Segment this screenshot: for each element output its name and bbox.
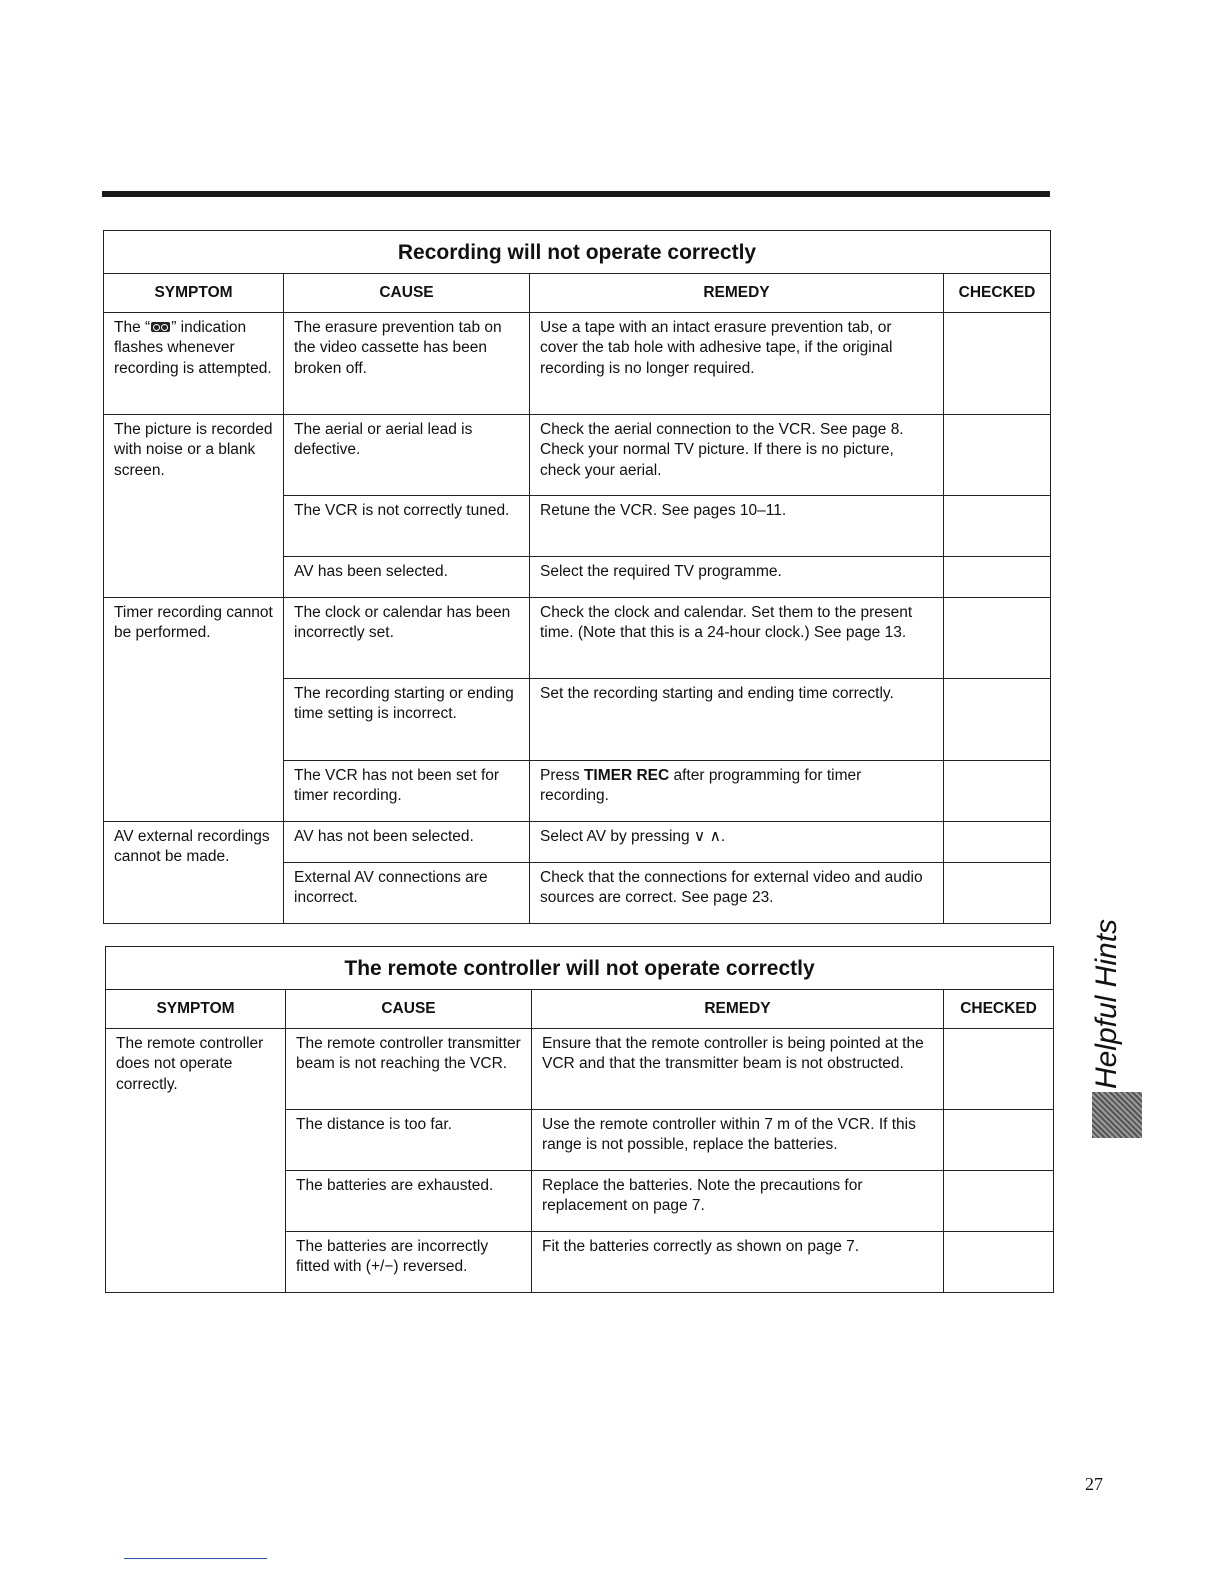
remedy-cell: Retune the VCR. See pages 10–11. xyxy=(530,495,944,556)
cause-cell: The VCR is not correctly tuned. xyxy=(284,495,530,556)
checked-cell[interactable] xyxy=(944,597,1051,678)
remedy-cell: Ensure that the remote controller is being pointed at the VCR and that the transmitter beam is not obstructed. xyxy=(532,1028,944,1109)
checked-header: CHECKED xyxy=(944,990,1054,1029)
cause-header: CAUSE xyxy=(284,274,530,313)
table-row xyxy=(104,312,1051,414)
cause-cell: The erasure prevention tab on the video cassette has been broken off. xyxy=(284,312,530,414)
side-tab xyxy=(1067,912,1147,1097)
section-title: The remote controller will not operate correctly xyxy=(106,947,1054,990)
symptom-cell: AV external recordings cannot be made. xyxy=(104,821,284,923)
symptom-header: SYMPTOM xyxy=(104,274,284,313)
remedy-cell: Check the aerial connection to the VCR. See page 8. Check your normal TV picture. If there is no picture, check your aerial. xyxy=(530,414,944,495)
checked-cell[interactable] xyxy=(944,1170,1054,1231)
cause-cell: The VCR has not been set for timer recording. xyxy=(284,760,530,821)
remedy-header: REMEDY xyxy=(530,274,944,313)
cause-cell: The aerial or aerial lead is defective. xyxy=(284,414,530,495)
symptom-header: SYMPTOM xyxy=(106,990,286,1029)
cause-cell: The batteries are incorrectly fitted with (+/−) reversed. xyxy=(286,1231,532,1292)
checked-cell[interactable] xyxy=(944,678,1051,760)
header-row xyxy=(104,274,1051,313)
side-label: Helpful Hints xyxy=(1090,918,1123,1090)
remedy-cell: Use a tape with an intact erasure prevention tab, or cover the tab hole with adhesive tape, if the original recording is no longer required. xyxy=(530,312,944,414)
recording-troubleshooting-table xyxy=(103,230,1051,924)
remedy-header: REMEDY xyxy=(532,990,944,1029)
cause-cell: External AV connections are incorrect. xyxy=(284,862,530,923)
remedy-cell: Set the recording starting and ending time correctly. xyxy=(530,678,944,760)
checked-cell[interactable] xyxy=(944,1028,1054,1109)
remedy-cell: Press TIMER REC after programming for timer recording. xyxy=(530,760,944,821)
cause-cell: The recording starting or ending time setting is incorrect. xyxy=(284,678,530,760)
table-row xyxy=(106,1028,1054,1109)
table-row xyxy=(104,821,1051,862)
bottom-rule xyxy=(124,1558,267,1559)
checked-cell[interactable] xyxy=(944,414,1051,495)
cause-cell: The batteries are exhausted. xyxy=(286,1170,532,1231)
remedy-cell: Check the clock and calendar. Set them to the present time. (Note that this is a 24-hour clock.) See page 13. xyxy=(530,597,944,678)
table-title-row xyxy=(104,231,1051,274)
cause-cell: The distance is too far. xyxy=(286,1109,532,1170)
remedy-cell: Replace the batteries. Note the precautions for replacement on page 7. xyxy=(532,1170,944,1231)
remedy-cell: Check that the connections for external video and audio sources are correct. See page 23. xyxy=(530,862,944,923)
checked-cell[interactable] xyxy=(944,760,1051,821)
cause-cell: AV has been selected. xyxy=(284,556,530,597)
checked-cell[interactable] xyxy=(944,312,1051,414)
checked-cell[interactable] xyxy=(944,1109,1054,1170)
tape-icon xyxy=(151,322,170,332)
header-row xyxy=(106,990,1054,1029)
cause-cell: The remote controller transmitter beam is not reaching the VCR. xyxy=(286,1028,532,1109)
top-rule xyxy=(102,191,1050,197)
checked-cell[interactable] xyxy=(944,556,1051,597)
checked-cell[interactable] xyxy=(944,495,1051,556)
table-title-row xyxy=(106,947,1054,990)
section-title: Recording will not operate correctly xyxy=(104,231,1051,274)
cause-cell: The clock or calendar has been incorrectly set. xyxy=(284,597,530,678)
remote-controller-troubleshooting-table xyxy=(105,946,1054,1293)
checked-cell[interactable] xyxy=(944,821,1051,862)
remedy-cell: Use the remote controller within 7 m of the VCR. If this range is not possible, replace the batteries. xyxy=(532,1109,944,1170)
symptom-cell: The picture is recorded with noise or a blank screen. xyxy=(104,414,284,597)
timer-rec-label: TIMER REC xyxy=(583,766,670,784)
checked-cell[interactable] xyxy=(944,1231,1054,1292)
remedy-cell: Fit the batteries correctly as shown on page 7. xyxy=(532,1231,944,1292)
checked-cell[interactable] xyxy=(944,862,1051,923)
symptom-cell: The “ ” indication flashes whenever recording is attempted. xyxy=(104,312,284,414)
remedy-cell: Select AV by pressing ∨ ∧. xyxy=(530,821,944,862)
cause-cell: AV has not been selected. xyxy=(284,821,530,862)
symptom-cell: Timer recording cannot be performed. xyxy=(104,597,284,821)
checked-header: CHECKED xyxy=(944,274,1051,313)
table-row xyxy=(104,597,1051,678)
side-tab-marker xyxy=(1092,1092,1142,1138)
table-row xyxy=(104,414,1051,495)
remedy-cell: Select the required TV programme. xyxy=(530,556,944,597)
cause-header: CAUSE xyxy=(286,990,532,1029)
page-number: 27 xyxy=(1085,1474,1103,1494)
symptom-cell: The remote controller does not operate correctly. xyxy=(106,1028,286,1292)
